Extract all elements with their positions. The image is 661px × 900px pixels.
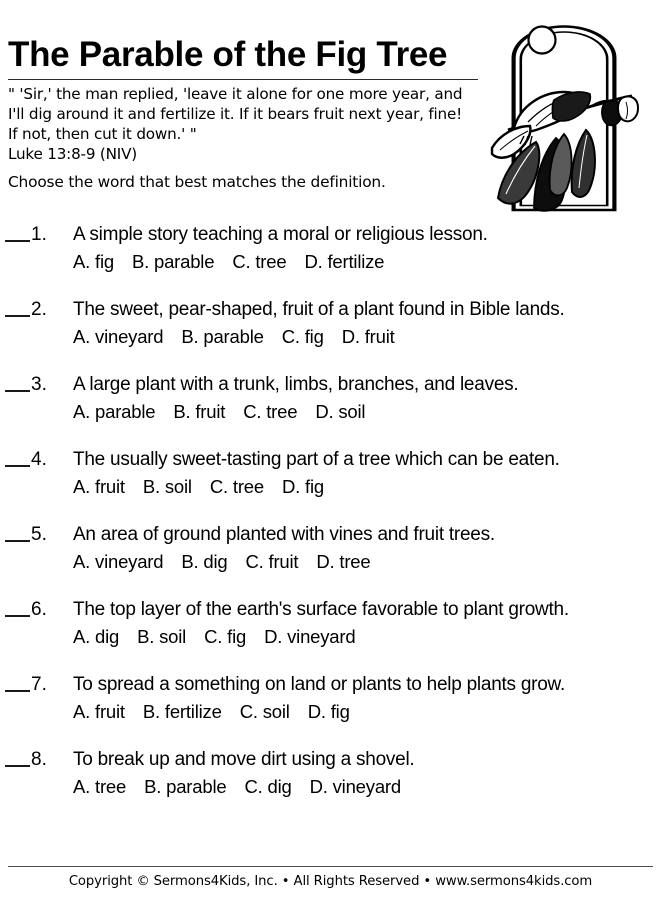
answer-blank[interactable]: [5, 240, 30, 242]
question-options: [73, 774, 648, 800]
option-choice[interactable]: D. vineyard: [264, 626, 356, 647]
question-definition: The usually sweet-tasting part of a tree which can be eaten.: [73, 449, 560, 470]
option-choice[interactable]: A. fruit: [73, 476, 125, 497]
moon-circle: [529, 27, 556, 54]
question-row: [0, 297, 661, 372]
question-number: 2.: [31, 299, 47, 320]
option-choice[interactable]: C. fig: [204, 626, 247, 647]
question-number: 8.: [31, 749, 47, 770]
question-definition: To break up and move dirt using a shovel.: [73, 749, 415, 770]
question-row: [0, 672, 661, 747]
answer-blank[interactable]: [5, 690, 30, 692]
question-definition: An area of ground planted with vines and fruit trees.: [73, 524, 495, 545]
question-body: [73, 597, 648, 650]
copyright-text: Copyright © Sermons4Kids, Inc. • All Rights Reserved • www.sermons4kids.com: [68, 874, 593, 889]
option-choice[interactable]: A. dig: [73, 626, 120, 647]
question-body: [73, 447, 648, 500]
option-choice[interactable]: D. fertilize: [304, 251, 385, 272]
question-body: [73, 522, 648, 575]
option-choice[interactable]: C. dig: [244, 776, 292, 797]
option-choice[interactable]: B. parable: [144, 776, 227, 797]
answer-blank[interactable]: [5, 390, 30, 392]
option-choice[interactable]: B. dig: [181, 551, 228, 572]
option-choice[interactable]: A. fruit: [73, 701, 125, 722]
option-choice[interactable]: B. fruit: [173, 401, 226, 422]
option-choice[interactable]: C. fig: [281, 326, 324, 347]
page-title: The Parable of the Fig Tree: [8, 35, 448, 74]
question-options: [73, 624, 648, 650]
question-row: [0, 747, 661, 822]
option-choice[interactable]: B. parable: [131, 251, 215, 272]
scripture-quote: " 'Sir,' the man replied, 'leave it alone for one more year, and I'll dig around it and fertilize it. If it bears fruit next year, fine! If not, then cut it down.' ": [8, 85, 463, 143]
question-body: [73, 672, 648, 725]
worksheet-header: [8, 34, 478, 192]
option-choice[interactable]: D. fig: [307, 701, 350, 722]
option-choice[interactable]: B. parable: [181, 326, 264, 347]
option-choice[interactable]: A. vineyard: [73, 326, 164, 347]
question-definition: The sweet, pear-shaped, fruit of a plant found in Bible lands.: [73, 299, 565, 320]
footer-divider: [8, 866, 653, 867]
option-choice[interactable]: C. fruit: [245, 551, 299, 572]
option-choice[interactable]: D. fruit: [341, 326, 395, 347]
option-choice[interactable]: B. fertilize: [142, 701, 222, 722]
option-choice[interactable]: A. fig: [73, 251, 114, 272]
question-options: [73, 699, 648, 725]
answer-blank[interactable]: [5, 615, 30, 617]
scripture-reference: Luke 13:8-9 (NIV): [8, 145, 138, 163]
question-definition: A simple story teaching a moral or religious lesson.: [73, 224, 488, 245]
question-body: [73, 372, 648, 425]
fig-branch-illustration: [480, 2, 655, 214]
question-row: [0, 372, 661, 447]
question-body: [73, 222, 648, 275]
question-number: 7.: [31, 674, 47, 695]
questions-list: [0, 222, 661, 822]
title-divider: [8, 79, 478, 80]
question-options: [73, 249, 648, 275]
option-choice[interactable]: C. tree: [209, 476, 264, 497]
question-number: 3.: [31, 374, 47, 395]
question-definition: The top layer of the earth's surface favorable to plant growth.: [73, 599, 569, 620]
answer-blank[interactable]: [5, 315, 30, 317]
question-row: [0, 447, 661, 522]
option-choice[interactable]: B. soil: [137, 626, 187, 647]
option-choice[interactable]: C. soil: [239, 701, 290, 722]
question-row: [0, 597, 661, 672]
question-row: [0, 222, 661, 297]
option-choice[interactable]: D. fig: [281, 476, 324, 497]
question-options: [73, 549, 648, 575]
option-choice[interactable]: A. parable: [73, 401, 156, 422]
option-choice[interactable]: D. soil: [315, 401, 366, 422]
question-body: [73, 297, 648, 350]
question-body: [73, 747, 648, 800]
question-row: [0, 522, 661, 597]
option-choice[interactable]: A. vineyard: [73, 551, 164, 572]
option-choice[interactable]: B. soil: [142, 476, 192, 497]
option-choice[interactable]: A. tree: [73, 776, 127, 797]
question-number: 4.: [31, 449, 47, 470]
option-choice[interactable]: D. vineyard: [309, 776, 401, 797]
question-options: [73, 399, 648, 425]
question-options: [73, 474, 648, 500]
answer-blank[interactable]: [5, 540, 30, 542]
option-choice[interactable]: D. tree: [316, 551, 371, 572]
option-choice[interactable]: C. tree: [232, 251, 287, 272]
question-number: 6.: [31, 599, 47, 620]
question-definition: To spread a something on land or plants to help plants grow.: [73, 674, 565, 695]
question-number: 5.: [31, 524, 47, 545]
worksheet-footer: [8, 866, 653, 891]
answer-blank[interactable]: [5, 765, 30, 767]
question-options: [73, 324, 648, 350]
question-number: 1.: [31, 224, 47, 245]
answer-blank[interactable]: [5, 465, 30, 467]
question-definition: A large plant with a trunk, limbs, branches, and leaves.: [73, 374, 519, 395]
option-choice[interactable]: C. tree: [243, 401, 298, 422]
instruction-text: Choose the word that best matches the definition.: [8, 173, 386, 191]
